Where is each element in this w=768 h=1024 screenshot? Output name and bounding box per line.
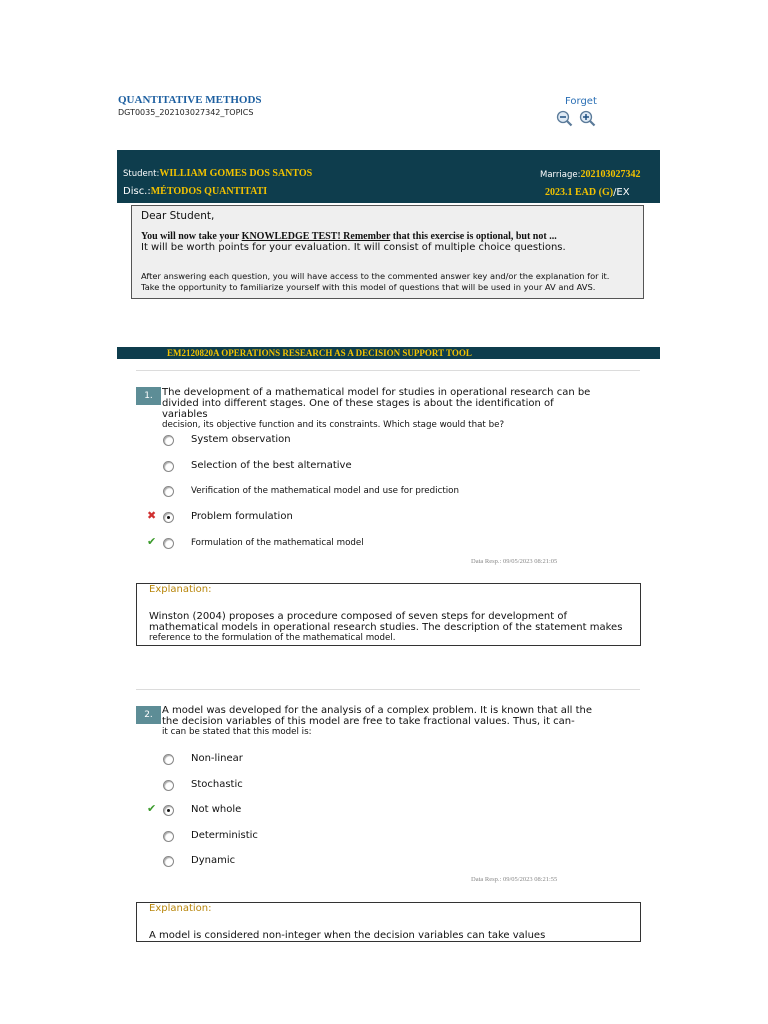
answer-option-label: Problem formulation bbox=[191, 511, 293, 522]
answer-option-label: Stochastic bbox=[191, 779, 243, 790]
disc-value: MÉTODOS QUANTITATI bbox=[150, 186, 268, 197]
radio-button[interactable] bbox=[163, 780, 174, 791]
explanation-text: A model is considered non-integer when the decision variables can take values bbox=[149, 930, 546, 941]
term-value: 2023.1 EAD (G) bbox=[545, 187, 614, 198]
answer-option-label: Deterministic bbox=[191, 830, 258, 841]
zoom-out-icon[interactable] bbox=[556, 110, 573, 127]
explanation-text: Winston (2004) proposes a procedure composed of seven steps for development of mathematical models in operational research studies. The description of the statement makes reference to the formulation of the mathematical model. bbox=[149, 611, 623, 643]
explanation-box bbox=[136, 583, 641, 646]
radio-button[interactable] bbox=[163, 856, 174, 867]
correct-answer-icon: ✔ bbox=[147, 802, 157, 815]
topic-header bbox=[117, 347, 660, 359]
answer-option-label: Not whole bbox=[191, 804, 242, 815]
radio-button-selected[interactable] bbox=[163, 805, 174, 816]
forget-link[interactable]: Forget bbox=[565, 96, 597, 107]
student-info-bar bbox=[117, 150, 660, 203]
radio-button[interactable] bbox=[163, 486, 174, 497]
disc-label: Disc.: bbox=[123, 186, 151, 197]
radio-button[interactable] bbox=[163, 435, 174, 446]
marriage-label: Marriage: bbox=[540, 170, 581, 180]
notice-box bbox=[131, 205, 644, 299]
explanation-title: Explanation: bbox=[149, 903, 212, 914]
question-number: 1. bbox=[136, 387, 161, 405]
wrong-answer-icon: ✖ bbox=[147, 509, 157, 522]
question-divider bbox=[136, 370, 640, 371]
notice-line-2: It will be worth points for your evaluation. It will consist of multiple choice questions. bbox=[141, 242, 566, 253]
question-divider bbox=[136, 689, 640, 690]
student-name: WILLIAM GOMES DOS SANTOS bbox=[159, 168, 313, 179]
notice-greeting: Dear Student, bbox=[141, 210, 215, 222]
explanation-title: Explanation: bbox=[149, 584, 212, 595]
student-label: Student: bbox=[123, 169, 160, 179]
notice-line-3: After answering each question, you will have access to the commented answer key and/or the explanation for it. bbox=[141, 271, 610, 281]
correct-answer-icon: ✔ bbox=[147, 535, 157, 548]
answer-option-label: System observation bbox=[191, 434, 291, 445]
marriage-value: 202103027342 bbox=[580, 169, 641, 180]
question-number: 2. bbox=[136, 706, 161, 724]
radio-button[interactable] bbox=[163, 831, 174, 842]
answer-option-label: Verification of the mathematical model and use for prediction bbox=[191, 486, 460, 496]
notice-line-1: You will now take your KNOWLEDGE TEST! Remember that this exercise is optional, but not ... bbox=[141, 231, 557, 242]
term-suffix: /EX bbox=[613, 187, 630, 198]
zoom-in-icon[interactable] bbox=[579, 110, 596, 127]
topic-title: EM2120820A OPERATIONS RESEARCH AS A DECISION SUPPORT TOOL bbox=[167, 348, 472, 358]
response-timestamp: Data Resp.: 09/05/2023 08:21:05 bbox=[471, 558, 558, 565]
answer-option-label: Non-linear bbox=[191, 753, 243, 764]
notice-line-4: Take the opportunity to familiarize yourself with this model of questions that will be used in your AV and AVS. bbox=[141, 282, 596, 292]
course-title: QUANTITATIVE METHODS bbox=[118, 94, 262, 106]
radio-button[interactable] bbox=[163, 754, 174, 765]
explanation-box bbox=[136, 902, 641, 942]
answer-option-label: Dynamic bbox=[191, 855, 236, 866]
answer-option-label: Selection of the best alternative bbox=[191, 460, 352, 471]
radio-button[interactable] bbox=[163, 538, 174, 549]
question-text: The development of a mathematical model for studies in operational research can be divided into different stages. One of these stages is about the identification of variables decision, its objective function and its constraints. Which stage would that be? bbox=[162, 387, 591, 430]
question-text: A model was developed for the analysis of a complex problem. It is known that all the the decision variables of this model are free to take fractional values. Thus, it can- it can be stated that this model is: bbox=[162, 705, 593, 737]
response-timestamp: Data Resp.: 09/05/2023 08:21:55 bbox=[471, 876, 558, 883]
answer-option-label: Formulation of the mathematical model bbox=[191, 538, 364, 548]
course-code: DGT0035_202103027342_TOPICS bbox=[118, 108, 254, 117]
radio-button-selected[interactable] bbox=[163, 512, 174, 523]
radio-button[interactable] bbox=[163, 461, 174, 472]
